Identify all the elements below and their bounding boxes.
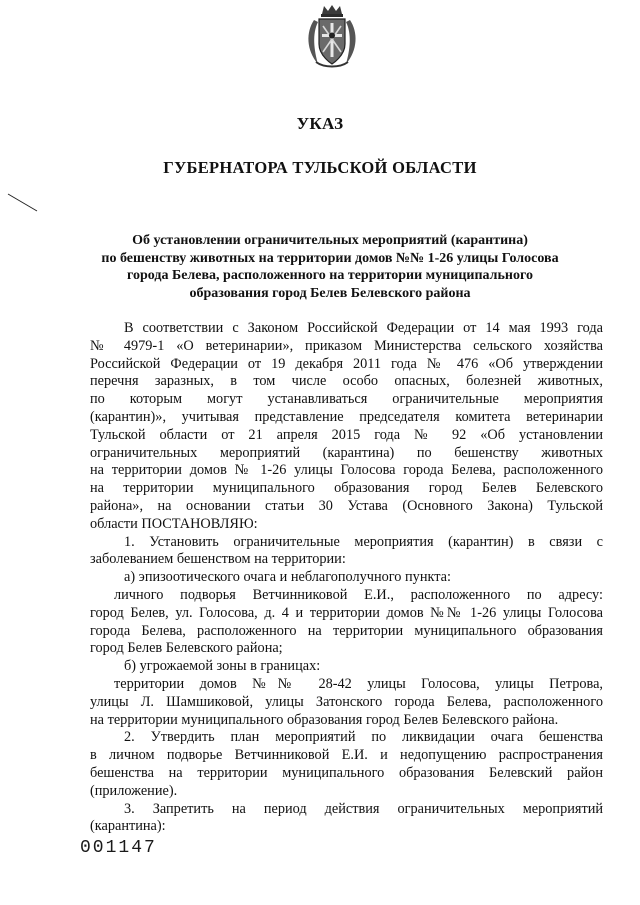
body-line: (приложение). (90, 782, 178, 799)
body-line: перечня заразных, в том числе особо опасных, болезней животных, (90, 373, 603, 390)
body-line: 1. Установить ограничительные мероприятия (карантин) в связи с (124, 533, 603, 550)
body-line: на территории муниципального образования город Белев Белевского (90, 480, 603, 497)
subject-line: по бешенству животных на территории домов №№ 1-26 улицы Голосова (101, 250, 559, 266)
body-line: (карантин)», учитывая представление председателя комитета ветеринарии (90, 408, 603, 425)
body-line: город Белев Белевского района; (90, 640, 283, 657)
subject-line: образования город Белев Белевского района (189, 285, 471, 301)
body-line: в личном подворье Ветчинниковой Е.И. и недопущению распространения (90, 747, 603, 764)
body-line: № 4979-1 «О ветеринарии», приказом Министерства сельского хозяйства (90, 337, 603, 354)
body-line: ограничительных мероприятий (карантина) по бешенству животных (90, 444, 603, 461)
document-serial-number: 001147 (80, 838, 157, 858)
body-line: б) угрожаемой зоны в границах: (124, 658, 321, 675)
body-line: заболеванием бешенством на территории: (90, 551, 346, 568)
body-line: Российской Федерации от 19 декабря 2011 года № 476 «Об утверждении (90, 355, 603, 372)
body-line: личного подворья Ветчинниковой Е.И., расположенного по адресу: (114, 586, 603, 603)
body-line: территории домов №№ 28-42 улицы Голосова, улицы Петрова, (114, 675, 603, 692)
body-line: на территории домов № 1-26 улицы Голосова города Белева, расположенного (90, 462, 603, 479)
decree-body (90, 320, 603, 836)
body-line: улицы Л. Шамшиковой, улицы Затонского города Белева, расположенного (90, 693, 603, 710)
subject-line: Об установлении ограничительных мероприятий (карантина) (132, 233, 528, 248)
body-line: города Белева, расположенного на территории муниципального образования (90, 622, 603, 639)
decree-heading: УКАЗ (296, 114, 344, 133)
body-line: по которым могут устанавливаться ограничительные мероприятия (90, 391, 603, 408)
body-line: 2. Утвердить план мероприятий по ликвидации очага бешенства (124, 729, 603, 746)
body-line: (карантина): (90, 818, 166, 835)
decree-subject (60, 232, 600, 302)
body-line: а) эпизоотического очага и неблагополучного пункта: (124, 569, 451, 586)
scan-mark-icon (6, 192, 40, 214)
body-line: области ПОСТАНОВЛЯЮ: (90, 515, 258, 532)
body-line: Тульской области от 21 апреля 2015 года № 92 «Об установлении (90, 426, 603, 443)
subject-line: города Белева, расположенного на территории муниципального (126, 268, 533, 283)
authority-heading: ГУБЕРНАТОРА ТУЛЬСКОЙ ОБЛАСТИ (163, 158, 477, 177)
body-line: 3. Запретить на период действия ограничительных мероприятий (124, 800, 603, 817)
body-line: бешенства на территории муниципального образования Белевский район (90, 764, 603, 781)
body-line: района», на основании статьи 30 Устава (Основного Закона) Тульской (90, 497, 603, 514)
body-line: город Белев, ул. Голосова, д. 4 и территории домов №№ 1-26 улицы Голосова (90, 604, 603, 621)
body-line: В соответствии с Законом Российской Федерации от 14 мая 1993 года (124, 320, 603, 336)
body-line: на территории муниципального образования город Белев Белевского района. (90, 711, 559, 728)
coat-of-arms-icon (304, 4, 360, 70)
